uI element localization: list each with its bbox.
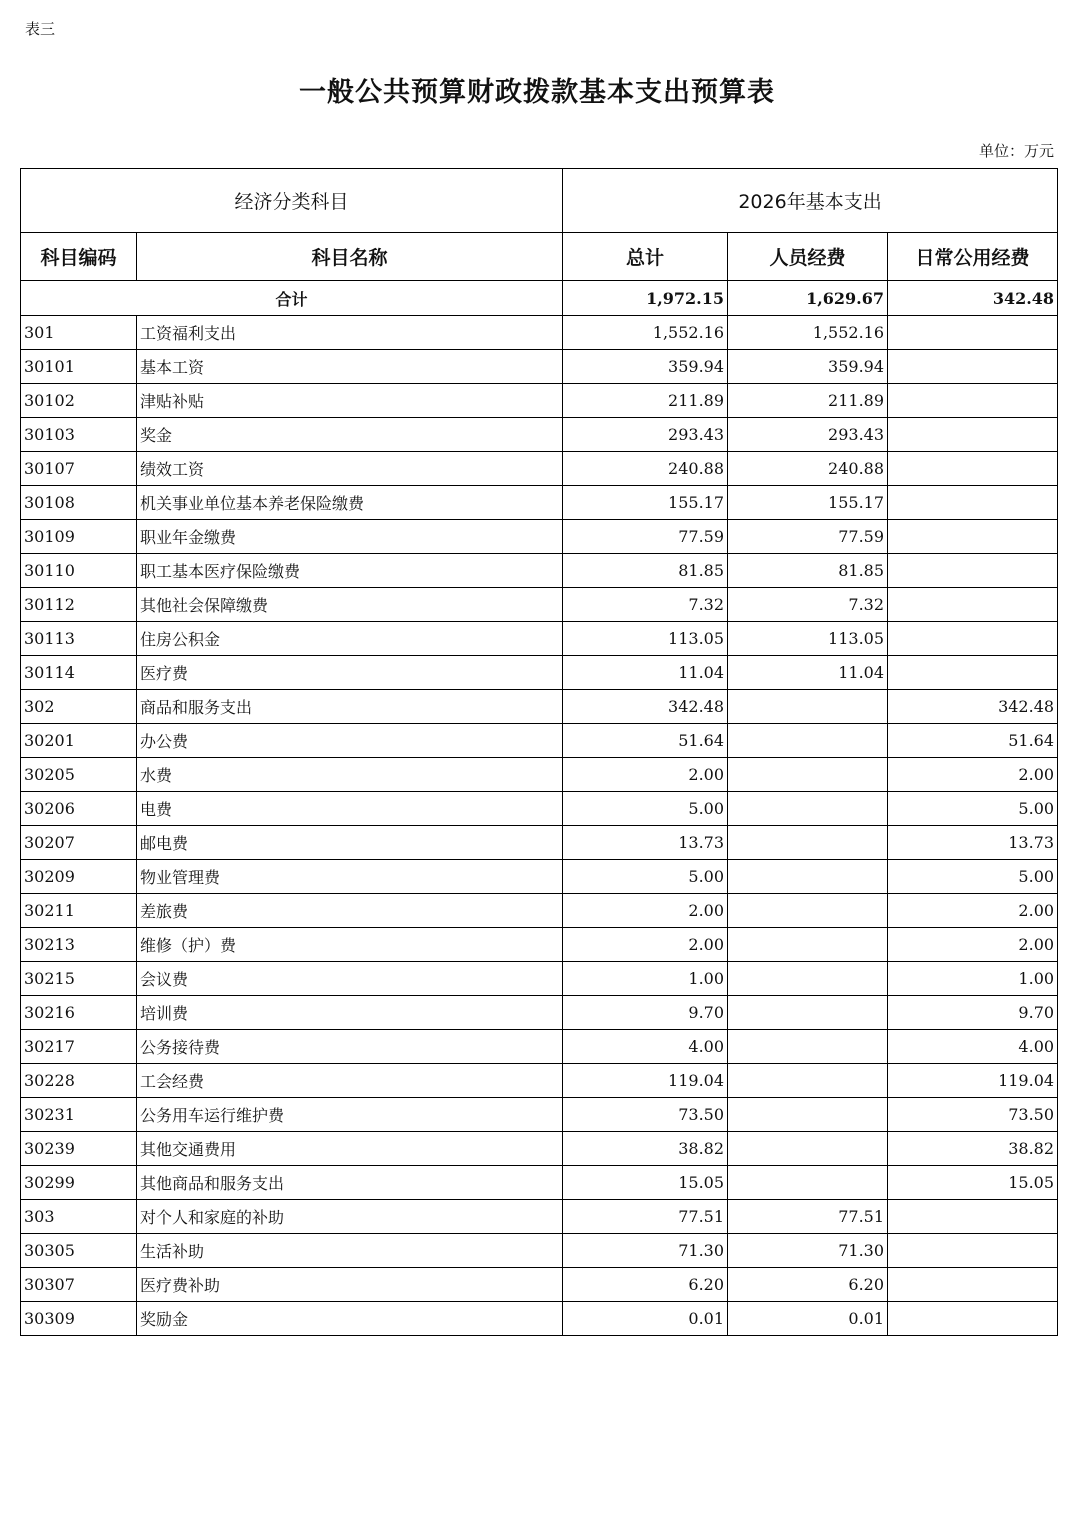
row-personnel [728, 690, 888, 724]
row-code: 30107 [21, 452, 137, 486]
row-code: 301 [21, 316, 137, 350]
row-code: 30103 [21, 418, 137, 452]
row-code: 30109 [21, 520, 137, 554]
row-total: 81.85 [563, 554, 728, 588]
header-year-basic: 2026年基本支出 [563, 169, 1058, 233]
page-title: 一般公共预算财政拨款基本支出预算表 [299, 77, 775, 108]
row-public: 13.73 [888, 826, 1058, 860]
row-code: 30216 [21, 996, 137, 1030]
row-personnel [728, 758, 888, 792]
row-code: 30102 [21, 384, 137, 418]
row-personnel: 211.89 [728, 384, 888, 418]
row-code: 30231 [21, 1098, 137, 1132]
row-code: 302 [21, 690, 137, 724]
table-row [21, 758, 1058, 792]
row-public: 5.00 [888, 792, 1058, 826]
row-total: 7.32 [563, 588, 728, 622]
row-code: 30206 [21, 792, 137, 826]
row-public [888, 452, 1058, 486]
row-name: 生活补助 [137, 1234, 563, 1268]
row-code: 30114 [21, 656, 137, 690]
row-personnel: 77.59 [728, 520, 888, 554]
table-row [21, 690, 1058, 724]
row-name: 会议费 [137, 962, 563, 996]
header-name: 科目名称 [137, 233, 563, 281]
header-econ-classification: 经济分类科目 [21, 169, 563, 233]
row-total: 2.00 [563, 758, 728, 792]
row-public: 2.00 [888, 928, 1058, 962]
table-row [21, 1234, 1058, 1268]
row-total: 5.00 [563, 860, 728, 894]
table-row [21, 384, 1058, 418]
table-label: 表三 [25, 20, 56, 38]
total-total: 1,972.15 [563, 281, 728, 316]
row-personnel: 293.43 [728, 418, 888, 452]
row-name: 工资福利支出 [137, 316, 563, 350]
row-code: 30239 [21, 1132, 137, 1166]
row-personnel: 11.04 [728, 656, 888, 690]
row-code: 30213 [21, 928, 137, 962]
row-personnel [728, 1098, 888, 1132]
row-code: 30307 [21, 1268, 137, 1302]
table-row [21, 520, 1058, 554]
row-code: 30215 [21, 962, 137, 996]
row-public [888, 486, 1058, 520]
row-public [888, 1234, 1058, 1268]
row-public [888, 316, 1058, 350]
row-public: 1.00 [888, 962, 1058, 996]
table-row [21, 996, 1058, 1030]
table-row [21, 486, 1058, 520]
row-code: 30110 [21, 554, 137, 588]
row-total: 342.48 [563, 690, 728, 724]
row-public [888, 656, 1058, 690]
row-name: 维修（护）费 [137, 928, 563, 962]
row-code: 30207 [21, 826, 137, 860]
row-name: 其他商品和服务支出 [137, 1166, 563, 1200]
row-name: 住房公积金 [137, 622, 563, 656]
row-personnel: 1,552.16 [728, 316, 888, 350]
row-public [888, 384, 1058, 418]
row-name: 工会经费 [137, 1064, 563, 1098]
row-name: 其他交通费用 [137, 1132, 563, 1166]
row-code: 30299 [21, 1166, 137, 1200]
row-code: 30217 [21, 1030, 137, 1064]
row-code: 30309 [21, 1302, 137, 1336]
header-total: 总计 [563, 233, 728, 281]
row-total: 359.94 [563, 350, 728, 384]
row-name: 水费 [137, 758, 563, 792]
row-name: 差旅费 [137, 894, 563, 928]
row-personnel [728, 860, 888, 894]
row-total: 11.04 [563, 656, 728, 690]
table-row [21, 656, 1058, 690]
row-name: 公务用车运行维护费 [137, 1098, 563, 1132]
row-public [888, 418, 1058, 452]
row-public [888, 554, 1058, 588]
row-personnel: 359.94 [728, 350, 888, 384]
table-row [21, 1200, 1058, 1234]
row-personnel: 113.05 [728, 622, 888, 656]
row-name: 物业管理费 [137, 860, 563, 894]
table-row [21, 1098, 1058, 1132]
row-public [888, 520, 1058, 554]
total-public: 342.48 [888, 281, 1058, 316]
row-public: 2.00 [888, 758, 1058, 792]
row-public: 119.04 [888, 1064, 1058, 1098]
row-name: 培训费 [137, 996, 563, 1030]
row-code: 30205 [21, 758, 137, 792]
header-code: 科目编码 [21, 233, 137, 281]
row-name: 电费 [137, 792, 563, 826]
table-row [21, 350, 1058, 384]
row-total: 293.43 [563, 418, 728, 452]
header-row-2 [21, 233, 1058, 281]
total-personnel: 1,629.67 [728, 281, 888, 316]
row-public [888, 1200, 1058, 1234]
budget-table-body [21, 169, 1058, 1336]
table-row [21, 1268, 1058, 1302]
table-row [21, 1302, 1058, 1336]
row-code: 30228 [21, 1064, 137, 1098]
table-row [21, 588, 1058, 622]
row-total: 9.70 [563, 996, 728, 1030]
row-total: 1.00 [563, 962, 728, 996]
row-name: 其他社会保障缴费 [137, 588, 563, 622]
row-public: 73.50 [888, 1098, 1058, 1132]
budget-table [20, 168, 1058, 1336]
row-personnel [728, 928, 888, 962]
row-public: 2.00 [888, 894, 1058, 928]
table-row [21, 554, 1058, 588]
row-total: 2.00 [563, 894, 728, 928]
row-personnel [728, 724, 888, 758]
row-code: 30108 [21, 486, 137, 520]
row-personnel: 0.01 [728, 1302, 888, 1336]
unit-label: 单位：万元 [978, 142, 1054, 160]
row-personnel: 77.51 [728, 1200, 888, 1234]
row-public [888, 588, 1058, 622]
row-public [888, 622, 1058, 656]
row-code: 30305 [21, 1234, 137, 1268]
table-row [21, 792, 1058, 826]
table-row [21, 928, 1058, 962]
table-row [21, 1030, 1058, 1064]
row-name: 奖金 [137, 418, 563, 452]
row-code: 30112 [21, 588, 137, 622]
row-personnel: 6.20 [728, 1268, 888, 1302]
row-total: 38.82 [563, 1132, 728, 1166]
row-personnel [728, 826, 888, 860]
row-public [888, 350, 1058, 384]
table-row [21, 962, 1058, 996]
row-name: 绩效工资 [137, 452, 563, 486]
row-name: 医疗费 [137, 656, 563, 690]
row-name: 对个人和家庭的补助 [137, 1200, 563, 1234]
row-total: 240.88 [563, 452, 728, 486]
row-personnel [728, 1064, 888, 1098]
row-personnel [728, 962, 888, 996]
row-total: 4.00 [563, 1030, 728, 1064]
row-public: 4.00 [888, 1030, 1058, 1064]
row-public: 9.70 [888, 996, 1058, 1030]
row-name: 机关事业单位基本养老保险缴费 [137, 486, 563, 520]
row-code: 303 [21, 1200, 137, 1234]
row-personnel [728, 894, 888, 928]
row-personnel: 7.32 [728, 588, 888, 622]
row-personnel [728, 1030, 888, 1064]
row-code: 30113 [21, 622, 137, 656]
row-personnel: 71.30 [728, 1234, 888, 1268]
row-personnel [728, 792, 888, 826]
header-public: 日常公用经费 [888, 233, 1058, 281]
row-total: 77.59 [563, 520, 728, 554]
table-row [21, 316, 1058, 350]
row-total: 73.50 [563, 1098, 728, 1132]
row-public [888, 1268, 1058, 1302]
row-code: 30201 [21, 724, 137, 758]
row-total: 155.17 [563, 486, 728, 520]
row-total: 77.51 [563, 1200, 728, 1234]
row-name: 职工基本医疗保险缴费 [137, 554, 563, 588]
row-name: 职业年金缴费 [137, 520, 563, 554]
table-row [21, 1064, 1058, 1098]
row-personnel: 240.88 [728, 452, 888, 486]
row-name: 商品和服务支出 [137, 690, 563, 724]
row-personnel: 81.85 [728, 554, 888, 588]
table-row [21, 860, 1058, 894]
row-total: 15.05 [563, 1166, 728, 1200]
row-total: 6.20 [563, 1268, 728, 1302]
row-public: 38.82 [888, 1132, 1058, 1166]
table-row [21, 418, 1058, 452]
row-code: 30209 [21, 860, 137, 894]
header-personnel: 人员经费 [728, 233, 888, 281]
row-personnel [728, 1132, 888, 1166]
row-total: 119.04 [563, 1064, 728, 1098]
row-name: 医疗费补助 [137, 1268, 563, 1302]
row-public: 51.64 [888, 724, 1058, 758]
total-label: 合计 [21, 281, 563, 316]
row-total: 71.30 [563, 1234, 728, 1268]
row-total: 13.73 [563, 826, 728, 860]
row-total: 1,552.16 [563, 316, 728, 350]
row-public: 342.48 [888, 690, 1058, 724]
row-name: 邮电费 [137, 826, 563, 860]
row-name: 公务接待费 [137, 1030, 563, 1064]
row-public: 15.05 [888, 1166, 1058, 1200]
row-public: 5.00 [888, 860, 1058, 894]
row-total: 2.00 [563, 928, 728, 962]
header-row-1 [21, 169, 1058, 233]
row-personnel [728, 1166, 888, 1200]
row-total: 211.89 [563, 384, 728, 418]
row-code: 30101 [21, 350, 137, 384]
total-row [21, 281, 1058, 316]
row-public [888, 1302, 1058, 1336]
row-name: 办公费 [137, 724, 563, 758]
row-total: 5.00 [563, 792, 728, 826]
table-row [21, 894, 1058, 928]
row-personnel: 155.17 [728, 486, 888, 520]
row-name: 津贴补贴 [137, 384, 563, 418]
table-row [21, 724, 1058, 758]
table-row [21, 826, 1058, 860]
table-row [21, 452, 1058, 486]
row-total: 0.01 [563, 1302, 728, 1336]
row-personnel [728, 996, 888, 1030]
table-row [21, 1132, 1058, 1166]
table-row [21, 622, 1058, 656]
row-code: 30211 [21, 894, 137, 928]
row-name: 奖励金 [137, 1302, 563, 1336]
row-total: 51.64 [563, 724, 728, 758]
row-name: 基本工资 [137, 350, 563, 384]
row-total: 113.05 [563, 622, 728, 656]
table-row [21, 1166, 1058, 1200]
